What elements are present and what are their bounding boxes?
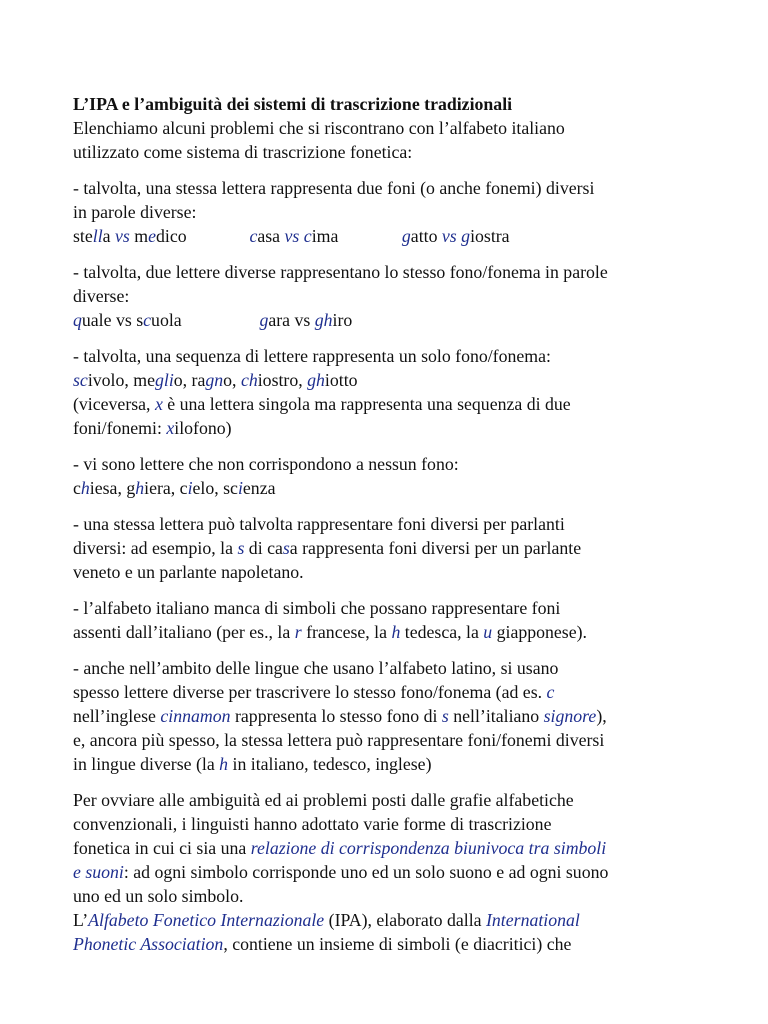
problem-1-line-1: - talvolta, una stessa lettera rappresenta due foni (o anche fonemi) diversi (73, 178, 595, 198)
document-body (73, 92, 753, 968)
example-stella-medico: stella vs medico (73, 226, 187, 246)
problem-6-line-2: assenti dall’italiano (per es., la r francese, la h tedesca, la u giapponese). (73, 622, 587, 642)
problem-5-line-3: veneto e un parlante napoletano. (73, 562, 304, 582)
problem-4-line-1: - vi sono lettere che non corrispondono a nessun fono: (73, 454, 459, 474)
conclusion-line-4: e suoni: ad ogni simbolo corrisponde uno ed un solo suono e ad ogni suono (73, 862, 609, 882)
example-quale-scuola: quale vs scuola (73, 310, 182, 330)
conclusion-line-1: Per ovviare alle ambiguità ed ai problemi posti dalle grafie alfabetiche (73, 790, 574, 810)
problem-4-examples: chiesa, ghiera, cielo, scienza (73, 478, 276, 498)
problem-1 (73, 176, 753, 248)
conclusion-line-5: uno ed un solo simbolo. (73, 886, 244, 906)
problem-6 (73, 596, 753, 644)
problem-3-line-1: - talvolta, una sequenza di lettere rappresenta un solo fono/fonema: (73, 346, 551, 366)
example-gara-ghiro: gara vs ghiro (259, 310, 353, 330)
problem-5-line-2: diversi: ad esempio, la s di casa rappresenta foni diversi per un parlante (73, 538, 582, 558)
section-title: L’IPA e l’ambiguità dei sistemi di trascrizione tradizionali (73, 94, 513, 114)
problem-1-line-2: in parole diverse: (73, 202, 197, 222)
problem-7-line-3: nell’inglese cinnamon rappresenta lo stesso fono di s nell’italiano signore), (73, 706, 607, 726)
problem-2 (73, 260, 753, 332)
problem-7-line-5: in lingue diverse (la h in italiano, tedesco, inglese) (73, 754, 432, 774)
problem-3-examples: scivolo, meglio, ragno, chiostro, ghiotto (73, 370, 358, 390)
conclusion-paragraph (73, 788, 753, 956)
example-gatto-giostra: gatto vs giostra (401, 226, 510, 246)
problem-4 (73, 452, 753, 500)
conclusion-line-3: fonetica in cui ci sia una relazione di corrispondenza biunivoca tra simboli (73, 838, 607, 858)
problem-6-line-1: - l’alfabeto italiano manca di simboli che possano rappresentare foni (73, 598, 561, 618)
intro-line-2: utilizzato come sistema di trascrizione fonetica: (73, 142, 413, 162)
problem-1-examples (73, 224, 753, 248)
problem-3 (73, 344, 753, 440)
problem-2-line-2: diverse: (73, 286, 130, 306)
problem-5 (73, 512, 753, 584)
intro-line-1: Elenchiamo alcuni problemi che si riscontrano con l’alfabeto italiano (73, 118, 565, 138)
problem-7 (73, 656, 753, 776)
conclusion-line-2: convenzionali, i linguisti hanno adottato varie forme di trascrizione (73, 814, 552, 834)
conclusion-line-6: L’Alfabeto Fonetico Internazionale (IPA), elaborato dalla International (73, 910, 580, 930)
problem-2-line-1: - talvolta, due lettere diverse rappresentano lo stesso fono/fonema in parole (73, 262, 608, 282)
problem-7-line-1: - anche nell’ambito delle lingue che usano l’alfabeto latino, si usano (73, 658, 559, 678)
problem-5-line-1: - una stessa lettera può talvolta rappresentare foni diversi per parlanti (73, 514, 565, 534)
problem-3-line-4: foni/fonemi: xilofono) (73, 418, 232, 438)
problem-7-line-2: spesso lettere diverse per trascrivere lo stesso fono/fonema (ad es. c (73, 682, 555, 702)
problem-7-line-4: e, ancora più spesso, la stessa lettera può rappresentare foni/fonemi diversi (73, 730, 605, 750)
problem-2-examples (73, 308, 753, 332)
intro-paragraph (73, 92, 753, 164)
example-casa-cima: casa vs cima (249, 226, 339, 246)
conclusion-line-7: Phonetic Association, contiene un insieme di simboli (e diacritici) che (73, 934, 572, 954)
problem-3-line-3: (viceversa, x è una lettera singola ma rappresenta una sequenza di due (73, 394, 571, 414)
